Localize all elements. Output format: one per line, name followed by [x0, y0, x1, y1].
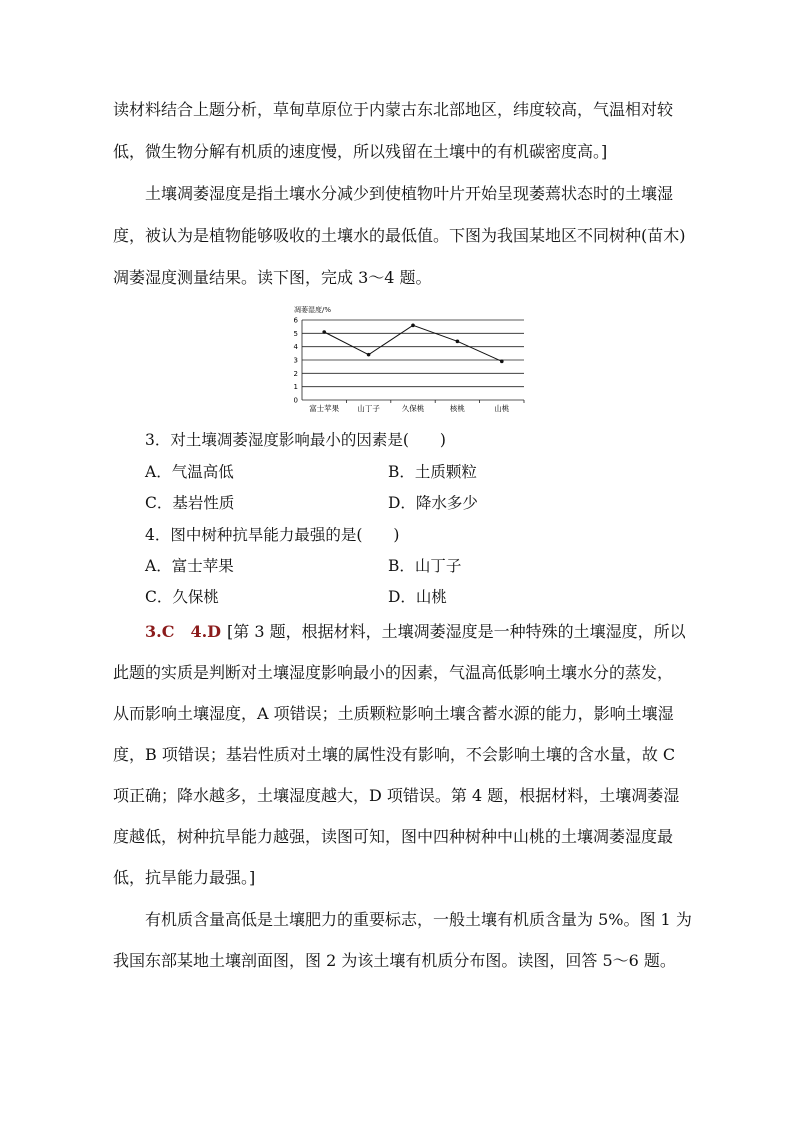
question-3-option-c: C．基岩性质 [145, 494, 235, 512]
x-category-label: 久保桃 [401, 404, 425, 413]
explanation-line: 低，抗旱能力最强。] [113, 868, 256, 887]
paragraph-line: 度，被认为是植物能够吸收的土壤水的最低值。下图为我国某地区不同树种(苗木) [113, 226, 686, 245]
question-3-option-d: D．降水多少 [388, 494, 478, 512]
y-tick-label: 2 [293, 369, 298, 378]
y-tick-label: 5 [293, 329, 298, 338]
x-category-label: 山桃 [494, 404, 510, 413]
question-4-option-d: D．山桃 [388, 588, 447, 606]
question-4-option-a: A．富士苹果 [145, 557, 234, 575]
question-3-option-a: A．气温高低 [145, 463, 234, 481]
answer-first-line [145, 622, 686, 642]
question-4-stem: 4．图中树种抗旱能力最强的是( ) [145, 526, 400, 544]
paragraph-line: 有机质含量高低是土壤肥力的重要标志，一般土壤有机质含量为 5%。图 1 为 [145, 910, 692, 929]
answer-key: 3.C 4.D [145, 622, 222, 641]
explanation-line: 此题的实质是判断对土壤湿度影响最小的因素，气温高低影响土壤水分的蒸发， [113, 663, 674, 682]
series-line [324, 325, 502, 361]
y-tick-label: 3 [293, 356, 298, 365]
explanation-line: 度越低，树种抗旱能力越强，读图可知，图中四种树种中山桃的土壤凋萎湿度最 [113, 827, 674, 846]
paragraph-line: 凋萎湿度测量结果。读下图，完成 3～4 题。 [113, 268, 432, 287]
data-point [500, 360, 504, 364]
x-category-label: 核桃 [449, 404, 465, 413]
explanation-text: [第 3 题，根据材料，土壤凋萎湿度是一种特殊的土壤湿度，所以 [227, 622, 686, 641]
paragraph-line: 低，微生物分解有机质的速度慢，所以残留在土壤中的有机碳密度高。] [113, 142, 608, 161]
data-point [322, 330, 326, 334]
y-axis-label: 凋萎湿度/% [294, 306, 332, 314]
y-tick-label: 1 [293, 383, 298, 392]
question-4-option-c: C．久保桃 [145, 588, 219, 606]
paragraph-line: 读材料结合上题分析，草甸草原位于内蒙古东北部地区，纬度较高，气温相对较 [113, 100, 674, 119]
explanation-line: 项正确；降水越多，土壤湿度越大，D 项错误。第 4 题，根据材料，土壤凋萎湿 [113, 786, 680, 805]
paragraph-line: 土壤凋萎湿度是指土壤水分减少到使植物叶片开始呈现萎蔫状态时的土壤湿 [145, 184, 674, 203]
y-tick-label: 4 [293, 343, 298, 352]
x-category-label: 山丁子 [357, 404, 380, 413]
question-3-stem: 3．对土壤凋萎湿度影响最小的因素是( ) [145, 431, 446, 449]
x-category-label: 富士苹果 [309, 404, 340, 413]
question-4-option-b: B．山丁子 [388, 557, 462, 575]
y-tick-label: 6 [293, 316, 298, 325]
explanation-line: 从而影响土壤湿度，A 项错误；土质颗粒影响土壤含蓄水源的能力，影响土壤湿 [113, 704, 674, 723]
explanation-line: 度，B 项错误；基岩性质对土壤的属性没有影响，不会影响土壤的含水量，故 C [113, 745, 676, 764]
data-point [367, 353, 371, 357]
paragraph-line: 我国东部某地土壤剖面图，图 2 为该土壤有机质分布图。读图，回答 5～6 题。 [113, 951, 676, 970]
data-point [456, 340, 460, 344]
y-tick-label: 0 [293, 396, 298, 405]
wilting-humidity-chart [284, 302, 530, 418]
question-3-option-b: B．土质颗粒 [388, 463, 477, 481]
data-point [411, 324, 415, 328]
